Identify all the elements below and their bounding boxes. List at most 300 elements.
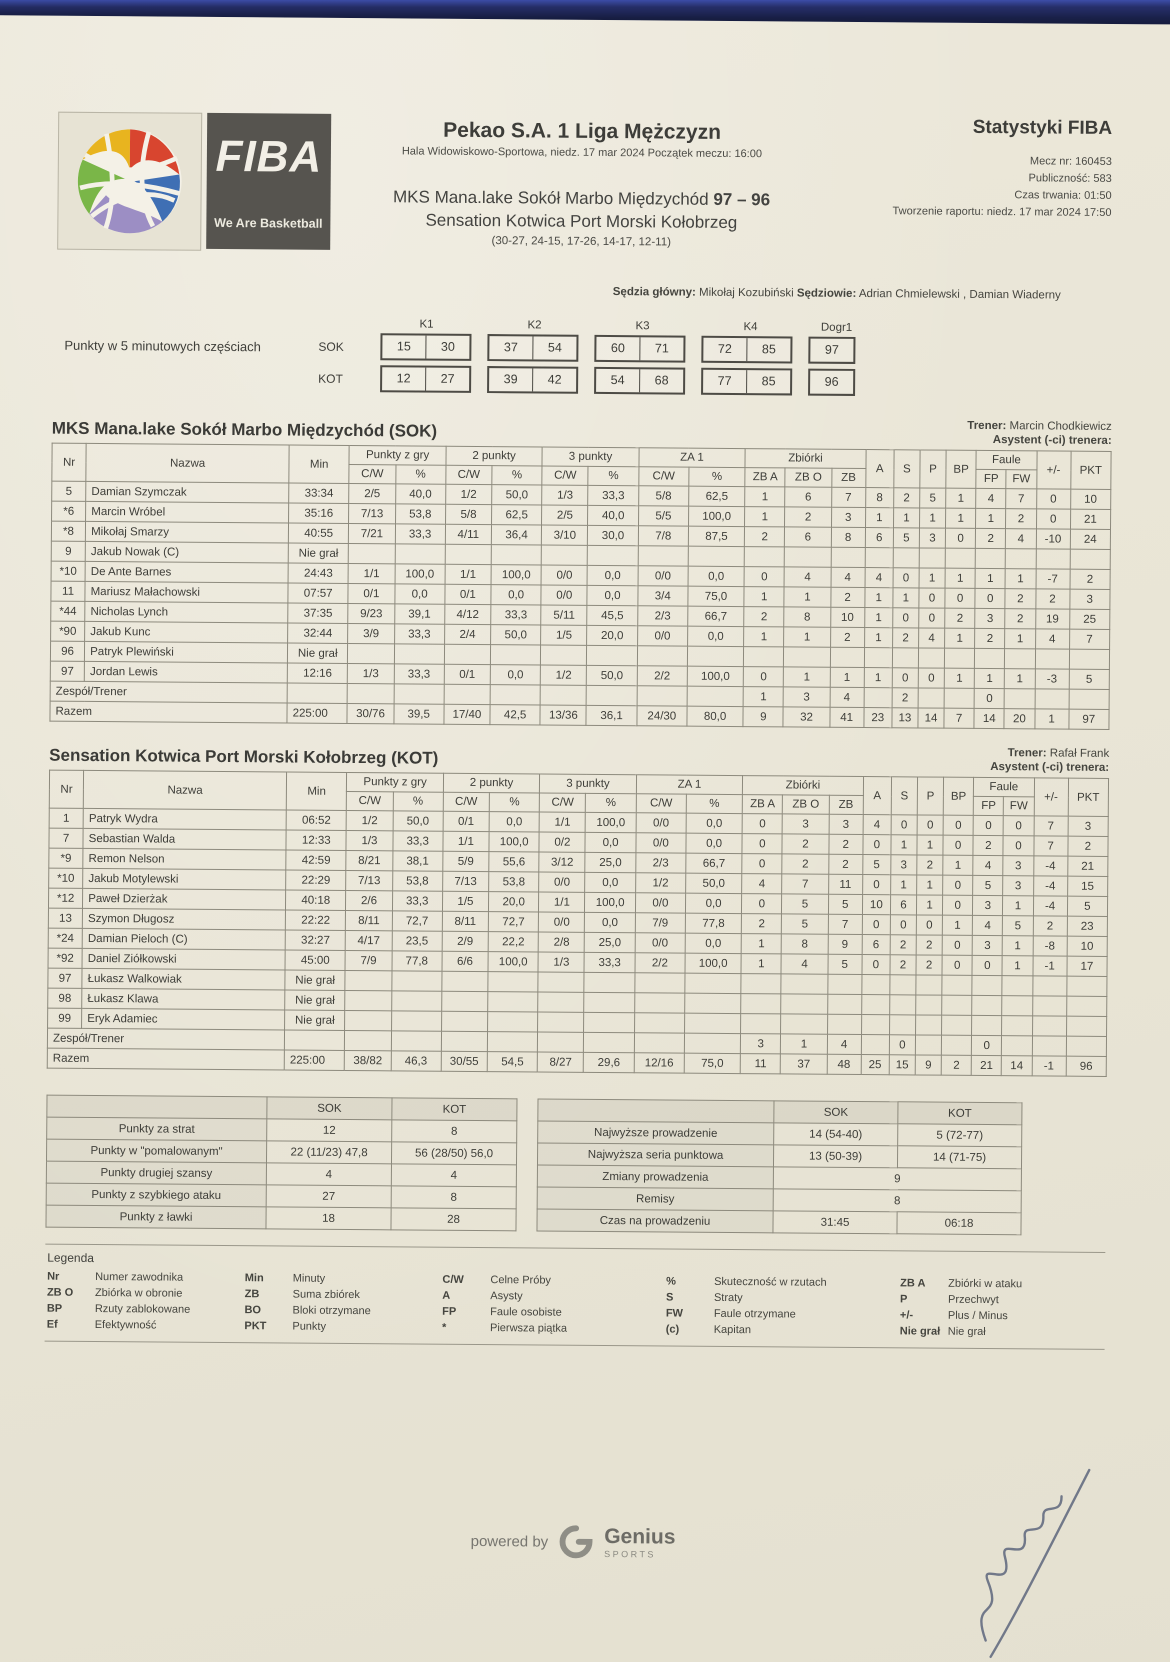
legend-desc: Faule otrzymane <box>713 1307 796 1321</box>
value-cell: Patryk Wydra <box>83 808 286 830</box>
value-cell: 1/2 <box>541 665 587 685</box>
value-cell: 33,3 <box>392 891 442 911</box>
value-cell: 0/0 <box>638 566 688 586</box>
value-cell: 6 <box>785 487 831 507</box>
value-cell: 0 <box>893 608 919 628</box>
value-cell <box>538 972 584 992</box>
row-first-cell: *12 <box>48 888 82 908</box>
value-cell <box>916 975 942 995</box>
value-cell: 0 <box>1036 489 1070 509</box>
value-cell: 5/5 <box>638 506 688 526</box>
value-cell: 22:29 <box>286 870 346 890</box>
col-nr: Nr <box>52 443 86 481</box>
value-cell: 2 <box>941 1055 971 1075</box>
value-cell: 77,8 <box>685 913 741 933</box>
legend-item <box>47 1303 245 1317</box>
value-cell: 3 <box>972 935 1002 955</box>
value-cell: 7 <box>944 708 974 728</box>
value-cell: 5 <box>1069 669 1109 689</box>
value-cell: 8/11 <box>346 910 392 930</box>
value-cell <box>915 1035 941 1055</box>
players-kot <box>48 808 1109 1036</box>
value-cell <box>490 685 540 705</box>
value-cell: 3 <box>973 895 1003 915</box>
value-cell: 8 <box>391 1186 516 1209</box>
value-cell: Eryk Adamiec <box>82 1008 285 1030</box>
value-cell: 0,0 <box>585 832 635 852</box>
col-fouls: Faule <box>974 777 1034 796</box>
value-cell: 14 <box>974 708 1004 728</box>
legend-abbr: C/W <box>442 1273 464 1286</box>
value-cell: 66,7 <box>686 853 742 873</box>
value-cell <box>444 644 490 664</box>
paper-sheet <box>0 15 1170 1662</box>
col-zbo: ZB O <box>783 795 829 814</box>
row-first-cell: 97 <box>50 661 84 681</box>
value-cell: 13/36 <box>540 705 586 725</box>
value-cell: 0/2 <box>539 832 585 852</box>
value-cell: 30/55 <box>441 1051 487 1071</box>
value-cell: 23 <box>864 708 892 728</box>
value-cell: Nie grał <box>285 990 345 1010</box>
value-cell: 0 <box>891 815 917 835</box>
legend-desc: Plus / Minus <box>947 1309 1008 1323</box>
value-cell: 28 <box>391 1208 516 1231</box>
value-cell: 2 <box>829 834 863 854</box>
value-cell: 2 <box>975 628 1005 648</box>
value-cell: 2/5 <box>349 483 395 503</box>
col-cw: C/W <box>446 465 492 484</box>
col-cw: C/W <box>542 466 588 485</box>
value-cell: 0,0 <box>688 566 744 586</box>
legend-abbr: PKT <box>244 1320 267 1333</box>
match-score: 97 – 96 <box>713 189 771 210</box>
value-cell: 35:16 <box>289 503 349 523</box>
value-cell: 22,2 <box>488 932 538 952</box>
value-cell: 2 <box>1006 509 1036 529</box>
value-cell: 32:27 <box>285 930 345 950</box>
value-cell <box>638 546 688 566</box>
value-cell: 4 <box>266 1163 391 1186</box>
genius-sports-wordmark <box>604 1526 675 1560</box>
value-cell <box>741 974 781 994</box>
value-cell: 14 <box>918 708 944 728</box>
value-cell: Jordan Lewis <box>84 661 287 683</box>
quarter-scores-kot <box>380 365 855 396</box>
assistant-label: Asystent (-ci) trenera: <box>990 761 1110 774</box>
legend-abbr: +/- <box>899 1309 914 1322</box>
summary-header-kot: KOT <box>898 1102 1022 1125</box>
value-cell: 45,5 <box>587 605 637 625</box>
row-first-cell: 13 <box>48 908 82 928</box>
value-cell: 21 <box>1070 509 1110 529</box>
value-cell: 1/5 <box>541 625 587 645</box>
value-cell <box>394 684 444 704</box>
value-cell: 23 <box>1067 916 1107 936</box>
value-cell: 25,0 <box>585 852 635 872</box>
quarter-header-ot: Dogr1 <box>820 321 853 334</box>
value-cell <box>916 1015 942 1035</box>
value-cell: 1/2 <box>445 484 491 504</box>
value-cell: Nicholas Lynch <box>85 601 288 623</box>
value-cell <box>784 647 830 667</box>
value-cell: 7 <box>1033 836 1067 856</box>
value-cell: 19 <box>1035 609 1069 629</box>
value-cell: 2/2 <box>635 953 685 973</box>
value-cell: Marcin Wróbel <box>86 501 289 523</box>
value-cell: 10 <box>862 895 890 915</box>
value-cell <box>741 994 781 1014</box>
value-cell: 0/0 <box>635 933 685 953</box>
value-cell: 2 <box>830 587 864 607</box>
quarter-header-k4: K4 <box>743 321 758 334</box>
quarter-score: 96 <box>824 374 839 389</box>
value-cell: 1 <box>976 508 1006 528</box>
value-cell: 30/76 <box>347 703 393 723</box>
legend-abbr: ZB A <box>900 1277 926 1290</box>
value-cell: Patryk Plewiński <box>85 641 288 663</box>
value-cell: 1 <box>743 687 783 707</box>
legend-desc: Faule osobiste <box>490 1306 562 1319</box>
value-cell: 33,3 <box>491 605 541 625</box>
value-cell <box>634 1013 684 1033</box>
col-points: PKT <box>1068 778 1109 816</box>
value-cell <box>634 993 684 1013</box>
value-cell: 2 <box>1035 589 1069 609</box>
quarter-header-k2: K2 <box>527 319 542 332</box>
summary-header-kot: KOT <box>392 1098 517 1121</box>
value-cell <box>942 995 972 1015</box>
value-cell: 0 <box>972 955 1002 975</box>
col-fp: FP <box>973 796 1003 815</box>
col-cw: C/W <box>349 464 395 483</box>
value-cell: -4 <box>1033 896 1067 916</box>
value-cell: 0,0 <box>686 833 742 853</box>
value-cell: 0,0 <box>490 665 540 685</box>
value-cell: 37:35 <box>288 603 348 623</box>
legend-abbr: Min <box>244 1272 264 1285</box>
row-first-cell: Zmiany prowadzenia <box>537 1165 773 1189</box>
value-cell <box>972 975 1002 995</box>
value-cell: 5 <box>863 855 891 875</box>
fiba-logo <box>57 112 331 252</box>
value-cell: 1 <box>945 568 975 588</box>
value-cell: Nie grał <box>285 1010 345 1030</box>
quarter-scores-sok <box>380 333 855 364</box>
table-row <box>537 1209 1021 1235</box>
value-cell: 32:44 <box>288 623 348 643</box>
value-cell <box>391 971 441 991</box>
value-cell: 0/1 <box>348 583 394 603</box>
value-cell: 7/13 <box>442 871 488 891</box>
value-cell: -8 <box>1033 936 1067 956</box>
value-cell: 1 <box>891 835 917 855</box>
value-cell: 2 <box>892 628 918 648</box>
value-cell: 1 <box>944 668 974 688</box>
value-cell: 5/8 <box>445 504 491 524</box>
legend-abbr: Nr <box>47 1270 60 1283</box>
value-cell: 18 <box>266 1207 391 1230</box>
quarter-score: 12 <box>396 371 411 386</box>
value-cell: -1 <box>1033 956 1067 976</box>
legend-item <box>666 1307 900 1321</box>
value-cell <box>541 645 587 665</box>
value-cell: 2/4 <box>444 624 490 644</box>
value-cell: 2 <box>744 607 784 627</box>
row-first-cell: *10 <box>49 868 83 888</box>
value-cell <box>287 683 347 703</box>
value-cell: 4/11 <box>445 524 491 544</box>
quarter-score-box <box>701 336 792 364</box>
value-cell: 4 <box>742 874 782 894</box>
col-2pt: 2 punkty <box>446 446 543 466</box>
value-cell: 9 <box>915 1055 941 1075</box>
quarter-score: 60 <box>610 341 625 356</box>
value-cell: 0 <box>942 935 972 955</box>
main-referee-label: Sędzia główny: <box>612 286 696 299</box>
value-cell: 33,3 <box>394 664 444 684</box>
col-assists: A <box>866 450 894 488</box>
legend-abbr: % <box>666 1275 676 1288</box>
value-cell: 0,0 <box>587 585 637 605</box>
value-cell: 1 <box>919 508 945 528</box>
value-cell: 0 <box>742 814 782 834</box>
legend-desc: Rzuty zablokowane <box>94 1303 191 1316</box>
value-cell: 0 <box>942 955 972 975</box>
col-fouls: Faule <box>976 450 1036 469</box>
value-cell <box>1066 1016 1106 1036</box>
value-cell: 5/9 <box>443 851 489 871</box>
row-first-cell: Najwyższe prowadzenie <box>538 1121 774 1145</box>
value-cell: 1/1 <box>348 563 394 583</box>
legend-item <box>900 1293 1103 1307</box>
value-cell: 40:18 <box>286 890 346 910</box>
legend-item <box>900 1325 1103 1339</box>
col-pct: % <box>395 465 445 484</box>
value-cell: 0 <box>742 834 782 854</box>
value-cell: 1 <box>946 508 976 528</box>
value-cell: 0 <box>742 894 782 914</box>
value-cell: 42,5 <box>490 705 540 725</box>
legend-desc: Pierwsza piątka <box>489 1322 568 1335</box>
value-cell <box>781 1014 827 1034</box>
value-cell <box>1069 649 1109 669</box>
main-referee-name: Mikołaj Kozubiński <box>699 286 794 300</box>
value-cell: 8/21 <box>346 850 392 870</box>
value-cell: 0 <box>974 688 1004 708</box>
value-cell: 0/0 <box>636 833 686 853</box>
col-pct: % <box>393 792 443 811</box>
value-cell: 29,6 <box>584 1052 634 1072</box>
legend-desc: Przechwyt <box>948 1293 999 1307</box>
coach-info-sok <box>967 418 1112 447</box>
value-cell: 3 <box>1068 816 1108 836</box>
value-cell: 5 <box>1067 896 1107 916</box>
value-cell: 0 <box>943 835 973 855</box>
value-cell <box>488 972 538 992</box>
value-cell: Paweł Dzierżak <box>83 888 286 910</box>
match-number: Mecz nr: 160453 <box>1029 155 1112 168</box>
value-cell: 1/3 <box>542 485 588 505</box>
value-cell: 2/3 <box>637 606 687 626</box>
legend-abbr: BP <box>46 1302 63 1315</box>
value-cell <box>584 1032 634 1052</box>
legend-item <box>900 1309 1103 1323</box>
quarter-score: 30 <box>425 336 469 359</box>
value-cell: 0,0 <box>685 933 741 953</box>
value-cell: 1 <box>893 588 919 608</box>
value-cell: 2 <box>976 528 1006 548</box>
value-cell <box>741 1014 781 1034</box>
value-cell <box>861 995 889 1015</box>
value-cell: 2 <box>828 854 862 874</box>
value-cell: 2 <box>945 608 975 628</box>
quarter-points-grid <box>318 318 861 401</box>
value-cell: 1/1 <box>445 564 491 584</box>
value-cell <box>1002 976 1032 996</box>
value-cell: 8/11 <box>442 911 488 931</box>
value-cell: 8 <box>784 607 830 627</box>
value-cell: 10 <box>1067 936 1107 956</box>
value-cell: Nie grał <box>285 970 345 990</box>
value-cell <box>830 647 864 667</box>
value-cell: 0 <box>919 588 945 608</box>
value-cell: 25 <box>1069 609 1109 629</box>
row-first-cell: *6 <box>52 501 86 521</box>
value-cell: 0 <box>973 815 1003 835</box>
value-cell: 100,0 <box>491 565 541 585</box>
value-cell: 0 <box>919 608 945 628</box>
value-cell: Łukasz Walkowiak <box>82 968 285 990</box>
coach-label: Trener: <box>967 419 1007 433</box>
value-cell: 0,0 <box>491 585 541 605</box>
col-zba: ZB A <box>742 795 782 814</box>
value-cell: 20 <box>1004 709 1034 729</box>
value-cell <box>349 543 395 563</box>
row-first-cell: Razem <box>47 1048 284 1070</box>
row-first-cell: Punkty drugiej szansy <box>46 1161 266 1185</box>
value-cell: 100,0 <box>688 506 744 526</box>
value-cell: 2 <box>917 855 943 875</box>
value-cell: 21 <box>1067 856 1107 876</box>
team-title-sok: MKS Mana.lake Sokół Marbo Międzychód (SOK) <box>51 418 438 441</box>
value-cell: 5 <box>893 528 919 548</box>
value-cell <box>975 648 1005 668</box>
value-cell: 0 <box>890 915 916 935</box>
value-cell <box>1002 1016 1032 1036</box>
quarter-score: 77 <box>717 373 732 388</box>
value-cell: 4 <box>919 628 945 648</box>
value-cell <box>744 547 784 567</box>
value-cell <box>781 994 827 1014</box>
summary-table-leads <box>536 1098 1022 1235</box>
col-cw: C/W <box>636 794 686 813</box>
value-cell <box>827 994 861 1014</box>
quarter-score: 39 <box>503 372 518 387</box>
value-cell <box>684 1013 740 1033</box>
legend-title: Legenda <box>47 1250 95 1265</box>
value-cell <box>1002 996 1032 1016</box>
legend-abbr: ZB O <box>46 1286 74 1299</box>
value-cell: 0,0 <box>585 912 635 932</box>
value-cell <box>1067 976 1107 996</box>
summary-table-points <box>45 1095 517 1232</box>
value-cell: 1 <box>917 835 943 855</box>
value-cell: 0 <box>943 895 973 915</box>
col-zbo: ZB O <box>785 468 831 487</box>
value-cell: 24:43 <box>288 563 348 583</box>
value-cell <box>972 1015 1002 1035</box>
col-plusminus: +/- <box>1034 778 1068 816</box>
value-cell <box>391 1011 441 1031</box>
value-cell <box>345 970 391 990</box>
fiba-wordmark: FIBA <box>215 131 323 182</box>
row-first-cell: 98 <box>48 988 82 1008</box>
value-cell: 3 <box>1070 589 1110 609</box>
legend-item <box>666 1275 900 1289</box>
quarter-score: 71 <box>639 337 683 360</box>
value-cell <box>892 648 918 668</box>
value-cell <box>781 974 827 994</box>
value-cell <box>442 971 488 991</box>
value-cell: 53,8 <box>395 504 445 524</box>
col-rebounds: Zbiórki <box>743 776 864 796</box>
legend-abbr: * <box>442 1321 447 1334</box>
value-cell <box>348 643 394 663</box>
stats-table-sok <box>49 443 1111 730</box>
value-cell: 62,5 <box>492 505 542 525</box>
value-cell: 1 <box>1005 629 1035 649</box>
value-cell <box>1070 549 1110 569</box>
value-cell <box>490 645 540 665</box>
value-cell: 32 <box>783 707 829 727</box>
home-team-name: MKS Mana.lake Sokół Marbo Międzychód <box>392 187 709 209</box>
col-nazwa: Nazwa <box>83 770 286 810</box>
value-cell: 12 <box>267 1119 392 1142</box>
value-cell: 1/1 <box>539 892 585 912</box>
value-cell: 8 <box>392 1120 517 1143</box>
value-cell: 38,1 <box>392 851 442 871</box>
assistant-label: Asystent (-ci) trenera: <box>992 434 1112 447</box>
col-cw: C/W <box>443 792 489 811</box>
value-cell: 0 <box>945 588 975 608</box>
value-cell: 87,5 <box>688 526 744 546</box>
value-cell: 2/5 <box>542 505 588 525</box>
value-cell: 4 <box>976 488 1006 508</box>
value-cell: 0/1 <box>445 584 491 604</box>
quarter-score: 68 <box>639 369 683 392</box>
row-first-cell: Punkty z szybkiego ataku <box>46 1183 266 1207</box>
legend-desc: Asysty <box>490 1290 523 1303</box>
col-fp: FP <box>976 469 1006 488</box>
value-cell <box>1035 649 1069 669</box>
value-cell: 5 <box>1003 916 1033 936</box>
coach-name: Rafał Frank <box>1049 747 1110 760</box>
value-cell <box>919 548 945 568</box>
report-created: Tworzenie raportu: niedz. 17 mar 2024 17:50 <box>892 205 1112 219</box>
value-cell: 33,3 <box>394 624 444 644</box>
value-cell: 1 <box>864 608 892 628</box>
col-2pt: 2 punkty <box>443 773 540 793</box>
value-cell: 12/16 <box>634 1053 684 1073</box>
col-nazwa: Nazwa <box>86 443 289 483</box>
duration: Czas trwania: 01:50 <box>1014 189 1112 202</box>
value-cell: 4 <box>781 954 827 974</box>
value-cell <box>587 685 637 705</box>
value-cell: 1/3 <box>538 952 584 972</box>
value-cell <box>345 990 391 1010</box>
col-min: Min <box>289 445 350 483</box>
